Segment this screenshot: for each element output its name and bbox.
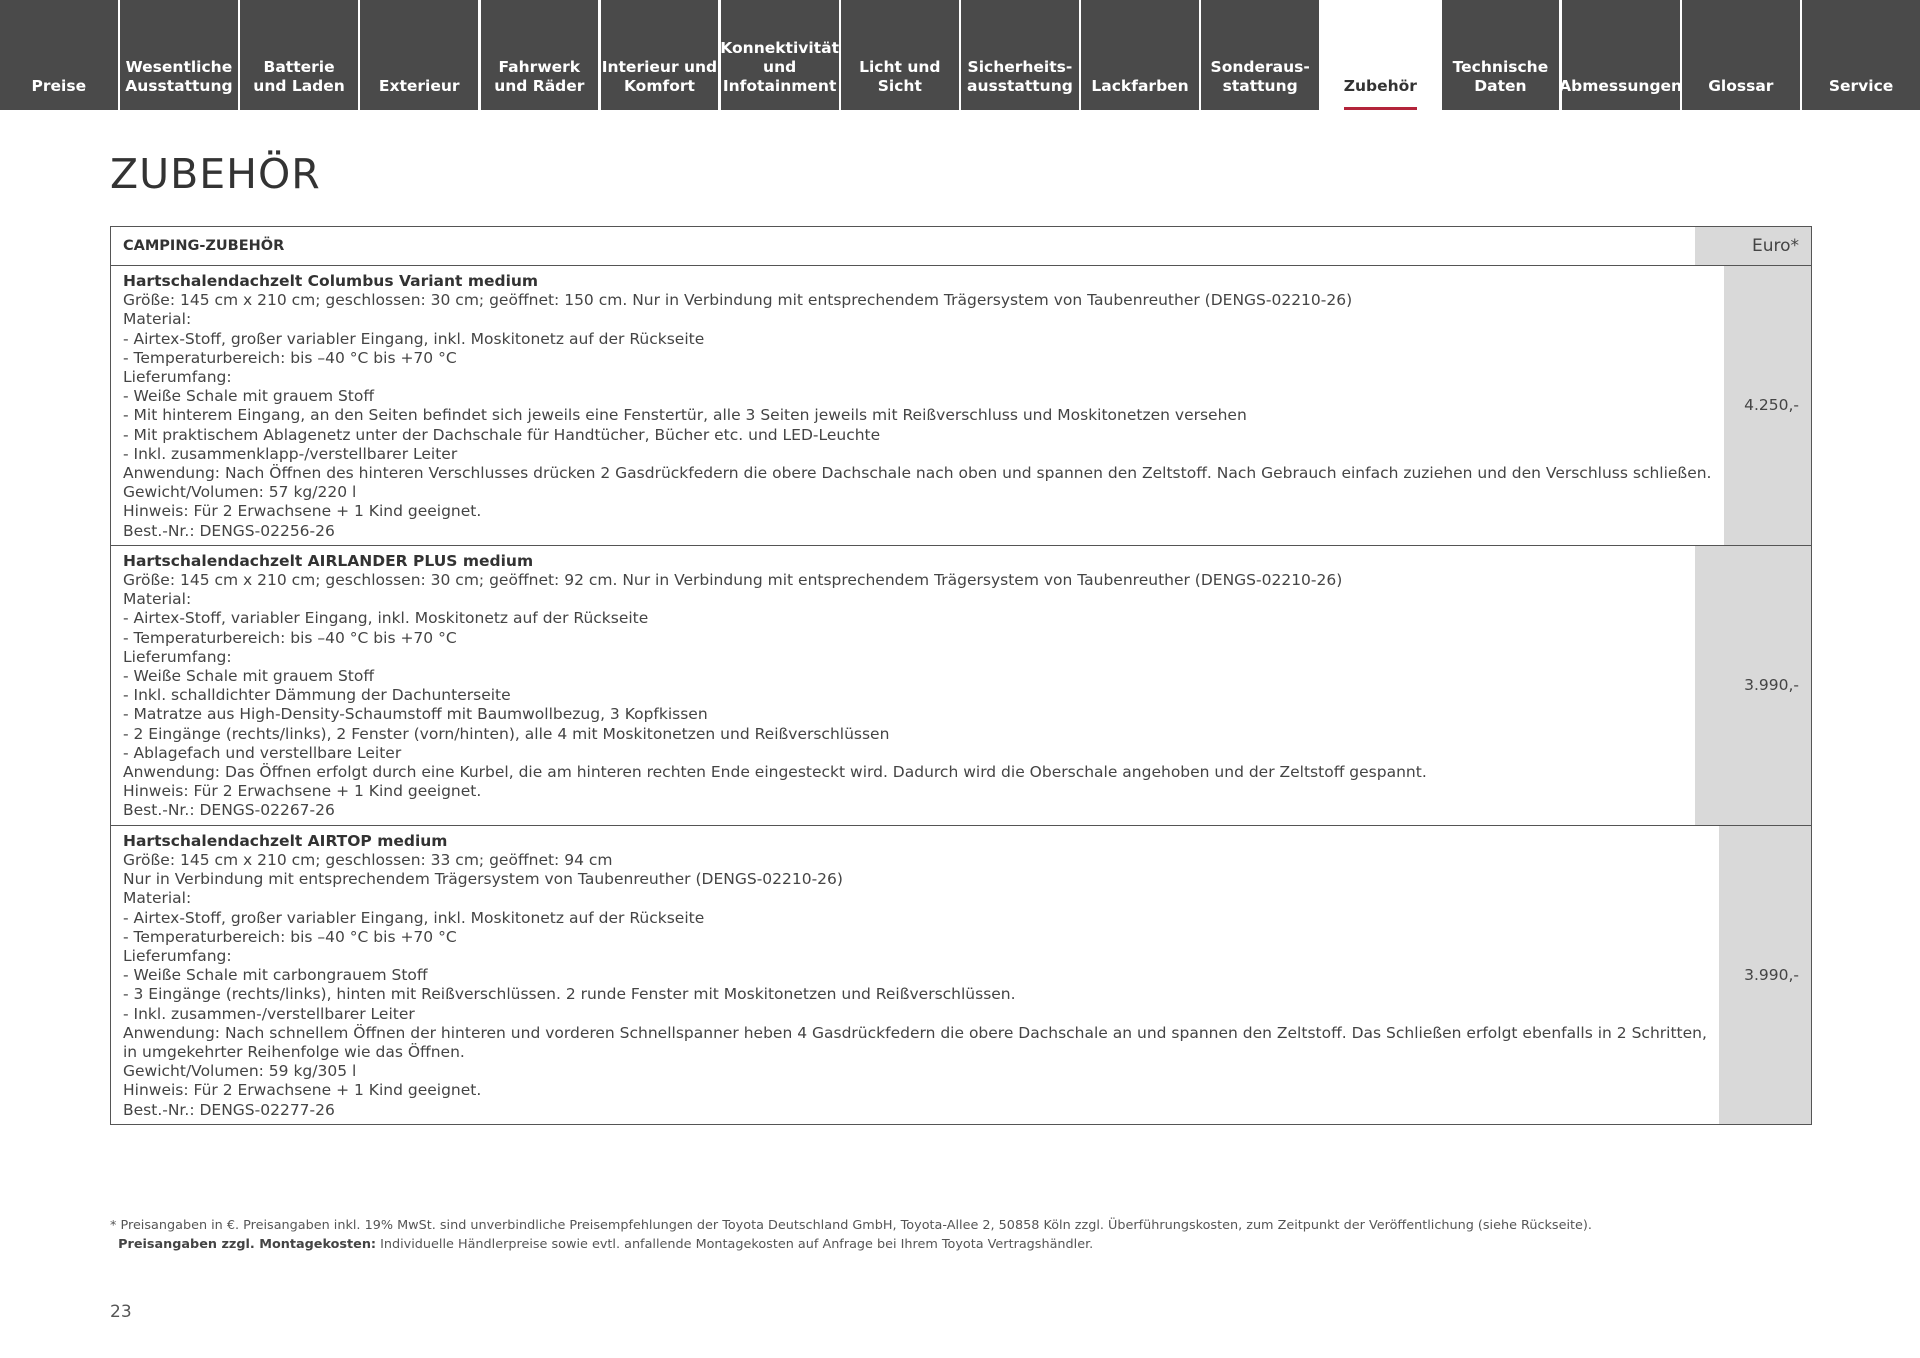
item-detail-line: - Airtex-Stoff, großer variabler Eingang, inkl. Moskitonetz auf der Rückseite xyxy=(123,329,705,348)
item-detail-line: Nur in Verbindung mit entsprechendem Trägersystem von Taubenreuther (DENGS-02210-26) xyxy=(123,870,843,889)
item-detail-line: Lieferumfang: xyxy=(123,946,232,965)
table-body xyxy=(111,266,1811,1124)
item-detail-line: - Temperaturbereich: bis –40 °C bis +70 °C xyxy=(123,348,457,367)
tab-konnektivitaet-und-infotainment[interactable]: Konnektivität und Infotainment xyxy=(721,0,839,110)
item-detail-line: - 2 Eingänge (rechts/links), 2 Fenster (vorn/hinten), alle 4 mit Moskitonetzen und Reißverschlüssen xyxy=(123,724,890,743)
item-detail-line: - Weiße Schale mit grauem Stoff xyxy=(123,387,375,406)
item-detail-line: - Weiße Schale mit grauem Stoff xyxy=(123,667,375,686)
item-detail-line: - Ablagefach und verstellbare Leiter xyxy=(123,743,402,762)
item-detail-line: - Airtex-Stoff, großer variabler Eingang, inkl. Moskitonetz auf der Rückseite xyxy=(123,908,705,927)
table-header-price: Euro* xyxy=(1695,227,1811,265)
page-number: 23 xyxy=(110,1302,132,1322)
tab-sicherheitsausstattung[interactable]: Sicherheits- ausstattung xyxy=(961,0,1079,110)
item-detail-line: Best.-Nr.: DENGS-02256-26 xyxy=(123,521,335,540)
item-detail-line: Lieferumfang: xyxy=(123,368,232,387)
item-detail-line: Hinweis: Für 2 Erwachsene + 1 Kind geeignet. xyxy=(123,1081,482,1100)
item-detail-line: - 3 Eingänge (rechts/links), hinten mit Reißverschlüssen. 2 runde Fenster mit Moskitonetzen und Reißverschlüssen. xyxy=(123,985,1016,1004)
tab-abmessungen[interactable]: Abmessungen xyxy=(1562,0,1680,110)
table-header-title: CAMPING-ZUBEHÖR xyxy=(123,238,285,254)
top-navigation xyxy=(0,0,1920,110)
item-name: Hartschalendachzelt AIRTOP medium xyxy=(123,831,448,850)
item-detail-line: Best.-Nr.: DENGS-02267-26 xyxy=(123,801,335,820)
item-detail-line: - Matratze aus High-Density-Schaumstoff mit Baumwollbezug, 3 Kopfkissen xyxy=(123,705,708,724)
item-detail-line: - Inkl. schalldichter Dämmung der Dachunterseite xyxy=(123,686,511,705)
page-title: ZUBEHÖR xyxy=(110,150,321,198)
item-detail-line: Anwendung: Nach schnellem Öffnen der hinteren und vorderen Schnellspanner heben 4 Gasdrückfedern die obere Dachschale an und spannen den Zeltstoff. Das Schließen erfolgt ebenfalls in 2 Schritten, xyxy=(123,1023,1707,1042)
item-detail-line: Best.-Nr.: DENGS-02277-26 xyxy=(123,1100,335,1119)
item-description xyxy=(111,546,1695,825)
item-detail-line: Material: xyxy=(123,310,192,329)
item-detail-line: - Mit hinterem Eingang, an den Seiten befindet sich jeweils eine Fenstertür, alle 3 Seiten jeweils mit Reißverschluss und Moskitonetzen versehen xyxy=(123,406,1247,425)
tab-lackfarben[interactable]: Lackfarben xyxy=(1081,0,1199,110)
item-name: Hartschalendachzelt Columbus Variant medium xyxy=(123,272,539,290)
item-price: 3.990,- xyxy=(1695,546,1811,825)
table-row xyxy=(111,546,1811,826)
item-detail-line: Anwendung: Nach Öffnen des hinteren Verschlusses drücken 2 Gasdrückfedern die obere Dachschale nach oben und spannen den Zeltstoff. Nach Gebrauch einfach zuziehen und den Verschluss schließen. xyxy=(123,464,1712,483)
item-price: 3.990,- xyxy=(1719,826,1811,1124)
item-price: 4.250,- xyxy=(1724,266,1812,545)
footnote-line-1: * Preisangaben in €. Preisangaben inkl. 19% MwSt. sind unverbindliche Preisempfehlungen der Toyota Deutschland GmbH, Toyota-Allee 2, 50858 Köln zzgl. Überführungskosten, zum Zeitpunkt der Veröffentlichung (siehe Rückseite). xyxy=(110,1218,1592,1233)
tab-licht-und-sicht[interactable]: Licht und Sicht xyxy=(841,0,959,110)
item-detail-line: Hinweis: Für 2 Erwachsene + 1 Kind geeignet. xyxy=(123,782,482,801)
item-detail-line: Größe: 145 cm x 210 cm; geschlossen: 30 cm; geöffnet: 150 cm. Nur in Verbindung mit entsprechendem Trägersystem von Taubenreuther (DENGS-02210-26) xyxy=(123,291,1353,310)
item-detail-line: in umgekehrter Reihenfolge wie das Öffnen. xyxy=(123,1042,465,1061)
table-header xyxy=(111,227,1811,266)
item-detail-line: - Temperaturbereich: bis –40 °C bis +70 °C xyxy=(123,628,457,647)
item-detail-line: Gewicht/Volumen: 59 kg/305 l xyxy=(123,1062,357,1081)
accessories-table xyxy=(110,226,1812,1125)
footnote-line-2 xyxy=(110,1235,1592,1254)
item-description xyxy=(111,826,1719,1124)
item-detail-line: - Airtex-Stoff, variabler Eingang, inkl. Moskitonetz auf der Rückseite xyxy=(123,609,649,628)
item-detail-line: Hinweis: Für 2 Erwachsene + 1 Kind geeignet. xyxy=(123,502,482,521)
item-name: Hartschalendachzelt AIRLANDER PLUS medium xyxy=(123,551,534,570)
item-detail-line: Anwendung: Das Öffnen erfolgt durch eine Kurbel, die am hinteren rechten Ende eingesteckt wird. Dadurch wird die Oberschale angehoben und der Zeltstoff gespannt. xyxy=(123,763,1427,782)
footnote-text: Individuelle Händlerpreise sowie evtl. anfallende Montagekosten auf Anfrage bei Ihrem Toyota Vertragshändler. xyxy=(376,1237,1094,1252)
item-description xyxy=(111,266,1724,545)
footnote-label: Preisangaben zzgl. Montagekosten: xyxy=(118,1237,377,1252)
tab-wesentliche-ausstattung[interactable]: Wesentliche Ausstattung xyxy=(120,0,238,110)
item-detail-line: Material: xyxy=(123,590,192,609)
item-detail-line: - Inkl. zusammen-/verstellbarer Leiter xyxy=(123,1004,415,1023)
item-detail-line: Material: xyxy=(123,889,192,908)
tab-batterie-und-laden[interactable]: Batterie und Laden xyxy=(240,0,358,110)
item-detail-line: - Temperaturbereich: bis –40 °C bis +70 °C xyxy=(123,927,457,946)
item-detail-line: Gewicht/Volumen: 57 kg/220 l xyxy=(123,483,357,502)
item-detail-line: Größe: 145 cm x 210 cm; geschlossen: 30 cm; geöffnet: 92 cm. Nur in Verbindung mit entsprechendem Trägersystem von Taubenreuther (DENGS-02210-26) xyxy=(123,571,1343,590)
tab-zubehoer[interactable]: Zubehör xyxy=(1322,0,1440,110)
tab-fahrwerk-und-raeder[interactable]: Fahrwerk und Räder xyxy=(481,0,599,110)
tab-service[interactable]: Service xyxy=(1802,0,1920,110)
tab-sonderausstattung[interactable]: Sonderaus- stattung xyxy=(1201,0,1319,110)
tab-technische-daten[interactable]: Technische Daten xyxy=(1442,0,1560,110)
item-detail-line: Größe: 145 cm x 210 cm; geschlossen: 33 cm; geöffnet: 94 cm xyxy=(123,850,613,869)
tab-exterieur[interactable]: Exterieur xyxy=(360,0,478,110)
tab-preise[interactable]: Preise xyxy=(0,0,118,110)
item-detail-line: - Mit praktischem Ablagenetz unter der Dachschale für Handtücher, Bücher etc. und LED-Leuchte xyxy=(123,425,881,444)
table-row xyxy=(111,266,1811,546)
footnote xyxy=(110,1216,1592,1254)
item-detail-line: Lieferumfang: xyxy=(123,647,232,666)
item-detail-line: - Inkl. zusammenklapp-/verstellbarer Leiter xyxy=(123,444,458,463)
table-row xyxy=(111,826,1811,1124)
tab-interieur-und-komfort[interactable]: Interieur und Komfort xyxy=(601,0,719,110)
item-detail-line: - Weiße Schale mit carbongrauem Stoff xyxy=(123,966,428,985)
tab-glossar[interactable]: Glossar xyxy=(1682,0,1800,110)
